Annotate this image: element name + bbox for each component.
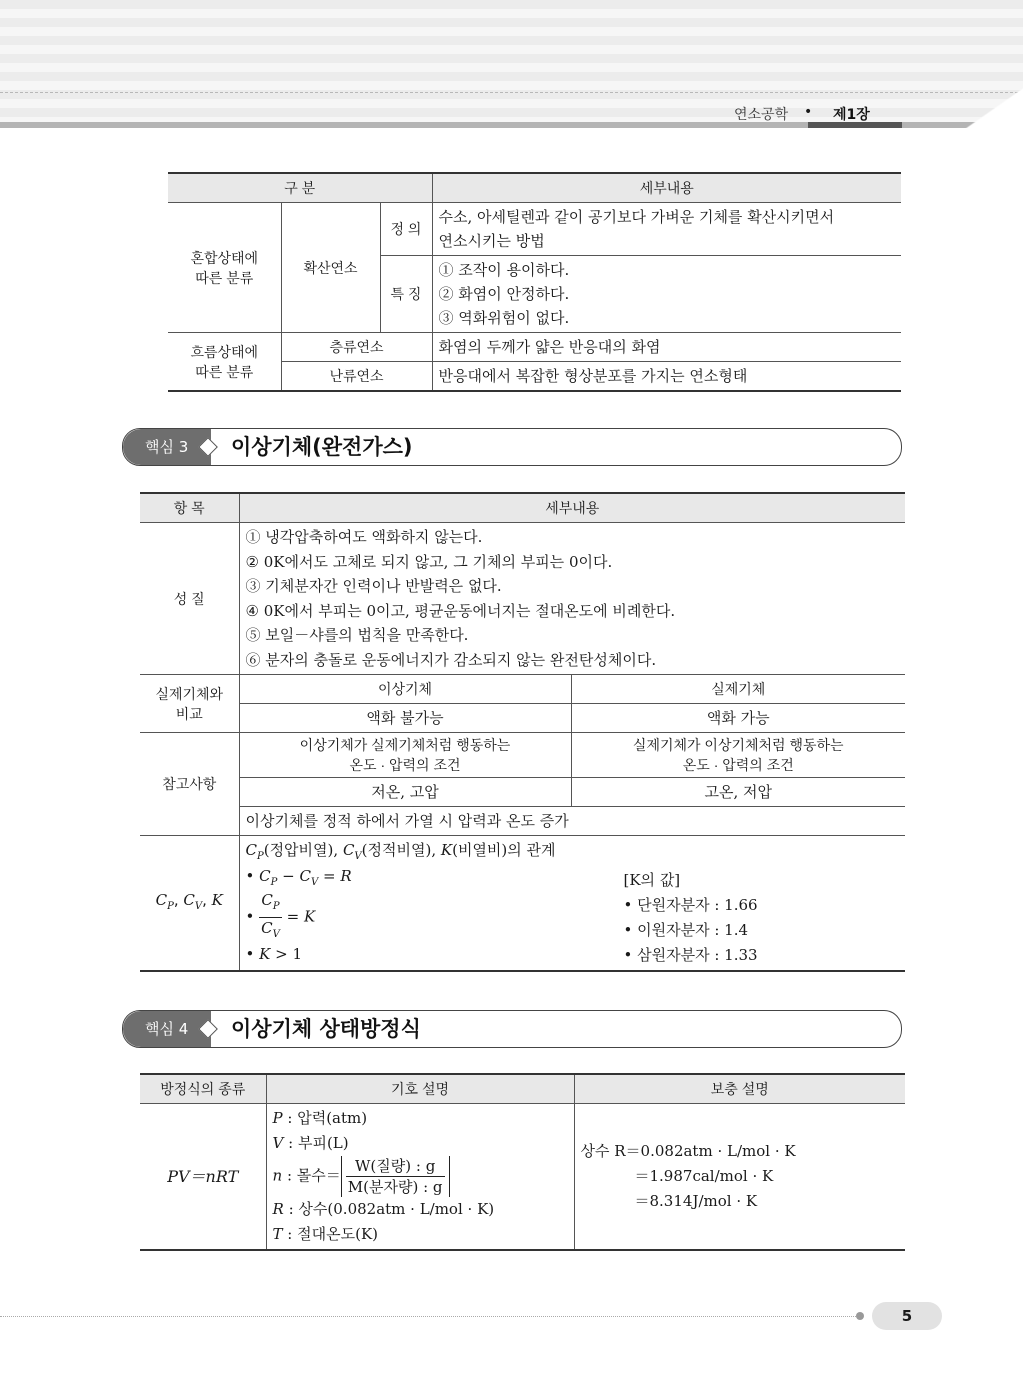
k-value-item: • 삼원자분자 : 1.33 — [623, 946, 758, 964]
properties-list — [239, 523, 905, 675]
equals: = — [323, 867, 336, 885]
header-separator: • — [804, 104, 813, 120]
symbol-v: V — [272, 1134, 284, 1152]
cp-cv-k-label — [140, 836, 239, 972]
definition-text — [432, 203, 901, 256]
gas-constant-line: ＝1.987cal/mol · K — [634, 1167, 774, 1185]
cv-desc: (정적비열), — [361, 841, 437, 859]
gas-constant-notes — [574, 1104, 905, 1251]
k-value-item: • 단원자분자 : 1.66 — [623, 896, 758, 914]
real-gas-col: 실제기체 — [571, 675, 905, 704]
symbol-c: C — [342, 841, 355, 859]
feature-list — [432, 256, 901, 333]
comma: , — [173, 890, 179, 909]
feature-item: ③ 역화위험이 없다. — [438, 309, 570, 327]
reference-note: 이상기체를 정적 하에서 가열 시 압력과 온도 증가 — [239, 807, 905, 836]
symbol-k: K — [259, 945, 271, 963]
real-liquefaction: 액화 가능 — [571, 704, 905, 733]
subscript-p: P — [270, 877, 278, 888]
equation-k-ratio — [246, 890, 316, 945]
symbol-row-v — [273, 1131, 568, 1156]
property-item: ⑤ 보일－샤를의 법칙을 만족한다. — [245, 626, 469, 644]
k-desc: (비열비)의 관계 — [452, 841, 556, 859]
fraction-denominator: M(분자량) : g — [347, 1178, 443, 1196]
ideal-gas-col: 이상기체 — [239, 675, 571, 704]
feature-item: ② 화염이 안정하다. — [438, 285, 570, 303]
ideal-liquefaction: 액화 불가능 — [239, 704, 571, 733]
symbol-row-t — [273, 1222, 568, 1247]
laminar-combustion: 층류연소 — [281, 333, 432, 362]
feature-item: ① 조작이 용이하다. — [438, 261, 570, 279]
symbol-row-r — [273, 1197, 568, 1222]
section-title: 이상기체 상태방정식 — [231, 1017, 421, 1041]
colon: : — [287, 1109, 293, 1127]
one: 1 — [292, 945, 303, 963]
turbulent-combustion: 난류연소 — [281, 362, 432, 392]
heat-capacity-relations — [239, 836, 905, 972]
header-subject: 연소공학 — [734, 107, 789, 123]
laminar-text: 화염의 두께가 얇은 반응대의 화염 — [432, 333, 901, 362]
symbol-desc: 몰수＝ — [296, 1166, 341, 1185]
section-pill: 핵심 4 — [123, 1011, 211, 1047]
symbol-t: T — [272, 1225, 283, 1243]
comparison-label: 실제기체와 비교 — [140, 675, 239, 733]
header-chapter: 제1장 — [833, 107, 870, 123]
symbol-c: C — [245, 841, 257, 859]
symbol-c: C — [259, 867, 271, 885]
symbol-row-p — [273, 1106, 568, 1131]
subscript-v: V — [310, 877, 319, 888]
fraction — [259, 890, 282, 945]
symbol-k: K — [211, 890, 223, 909]
symbol-k: K — [440, 841, 453, 859]
table-header-category: 구 분 — [168, 173, 432, 203]
comma: , — [202, 890, 207, 909]
page-number: 5 — [872, 1302, 942, 1330]
combustion-classification-table — [168, 172, 901, 392]
fraction — [346, 1156, 445, 1197]
section-title: 이상기체(완전가스) — [231, 435, 413, 459]
fraction-numerator: W(질량) : g — [346, 1156, 445, 1177]
symbol-n: n — [272, 1166, 283, 1185]
bullet: • — [245, 945, 255, 963]
greater-than: > — [275, 945, 288, 963]
flow-state-group: 흐름상태에 따른 분류 — [168, 333, 281, 392]
header-diagonal-cut — [960, 88, 1023, 128]
footer-dot — [856, 1312, 864, 1320]
subscript-p: P — [167, 900, 174, 912]
property-item: ③ 기체분자간 인력이나 반발력은 없다. — [245, 577, 502, 595]
k-values-box — [624, 868, 758, 968]
symbol-p: P — [272, 1109, 283, 1127]
colon: : — [288, 1200, 294, 1218]
symbol-desc: 상수(0.082atm · L/mol · K) — [298, 1200, 495, 1218]
property-item: ④ 0K에서 부피는 0이고, 평균운동에너지는 절대온도에 비례한다. — [245, 601, 676, 620]
table-header-notes: 보충 설명 — [574, 1074, 905, 1104]
gas-constant-line: 상수 R＝0.082atm · L/mol · K — [580, 1142, 796, 1160]
symbol-c: C — [183, 890, 195, 909]
symbol-c: C — [155, 890, 168, 909]
subscript-v: V — [354, 851, 362, 862]
property-item: ② 0K에서도 고체로 되지 않고, 그 기체의 부피는 0이다. — [245, 552, 613, 571]
reference-label: 참고사항 — [140, 733, 239, 836]
symbol-row-n — [273, 1156, 568, 1197]
table-header-symbols: 기호 설명 — [266, 1074, 574, 1104]
symbol-list — [266, 1104, 574, 1251]
symbol-c: C — [261, 891, 273, 909]
symbol-c: C — [299, 867, 311, 885]
feature-label: 특 징 — [380, 256, 432, 333]
state-equation-table — [140, 1073, 905, 1251]
section-header-4 — [122, 1010, 902, 1048]
footer-dotted-line — [0, 1316, 860, 1317]
bullet: • — [245, 907, 255, 926]
subscript-p: P — [272, 901, 280, 912]
equation-pv-nrt: PV＝nRT — [140, 1104, 266, 1251]
real-condition: 실제기체가 이상기체처럼 행동하는 온도 · 압력의 조건 — [571, 733, 905, 778]
definition-line-2: 연소시키는 방법 — [438, 232, 545, 250]
table-header-item: 항 목 — [140, 493, 239, 523]
k-values-title: [K의 값] — [623, 871, 681, 889]
real-condition-value: 고온, 저압 — [571, 778, 905, 807]
symbol-r: R — [272, 1200, 284, 1218]
header-dashed-line — [0, 92, 1023, 93]
symbol-desc: 압력(atm) — [297, 1109, 368, 1127]
definition-line-1: 수소, 아세틸렌과 같이 공기보다 가벼운 기체를 확산시키면서 — [438, 208, 835, 226]
bracket — [341, 1156, 450, 1197]
definition-label: 정 의 — [380, 203, 432, 256]
subscript-v: V — [272, 929, 280, 940]
table-header-equation: 방정식의 종류 — [140, 1074, 266, 1104]
bullet: • — [245, 867, 255, 885]
ideal-condition: 이상기체가 실제기체처럼 행동하는 온도 · 압력의 조건 — [239, 733, 571, 778]
symbol-r: R — [340, 867, 352, 885]
cp-desc: (정압비열), — [263, 841, 339, 859]
diffusion-combustion: 확산연소 — [281, 203, 380, 333]
subscript-v: V — [194, 900, 203, 912]
ideal-gas-table — [140, 492, 905, 972]
colon: : — [287, 1225, 293, 1243]
properties-label: 성 질 — [140, 523, 239, 675]
colon: : — [286, 1166, 293, 1185]
k-value-item: • 이원자분자 : 1.4 — [623, 921, 749, 939]
equals: = — [286, 907, 300, 926]
turbulent-text: 반응대에서 복잡한 형상분포를 가지는 연소형태 — [432, 362, 901, 392]
subscript-p: P — [256, 851, 264, 862]
symbol-k: K — [304, 907, 316, 926]
symbol-c: C — [261, 919, 273, 937]
table-header-detail: 세부내용 — [239, 493, 905, 523]
symbol-desc: 부피(L) — [297, 1134, 349, 1152]
table-header-detail: 세부내용 — [432, 173, 901, 203]
ideal-condition-value: 저온, 고압 — [239, 778, 571, 807]
section-pill: 핵심 3 — [123, 429, 211, 465]
section-header-3 — [122, 428, 902, 466]
colon: : — [288, 1134, 294, 1152]
property-item: ⑥ 분자의 충돌로 운동에너지가 감소되지 않는 완전탄성체이다. — [245, 650, 657, 669]
symbol-desc: 절대온도(K) — [297, 1225, 379, 1243]
property-item: ① 냉각압축하여도 액화하지 않는다. — [245, 528, 483, 546]
minus: − — [282, 867, 295, 885]
equation-k-gt-1 — [246, 942, 303, 966]
mix-state-group: 혼합상태에 따른 분류 — [168, 203, 281, 333]
gas-constant-line: ＝8.314J/mol · K — [634, 1192, 758, 1210]
